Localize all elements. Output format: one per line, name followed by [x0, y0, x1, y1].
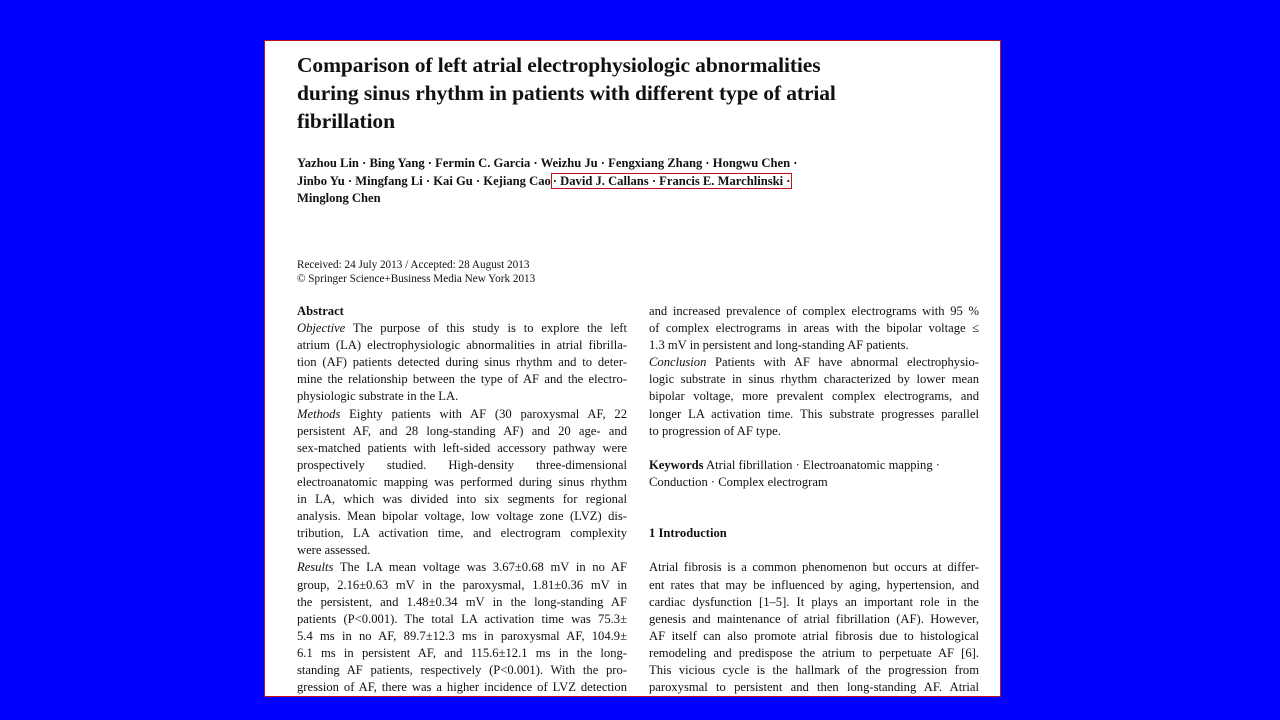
- author-line-1: Yazhou Lin · Bing Yang · Fermin C. Garcia · Weizhu Ju · Fengxiang Zhang · Hongwu Chen ·: [297, 156, 798, 170]
- spacer: [649, 491, 979, 508]
- spacer: [649, 542, 979, 559]
- text-line: tion (AF) patients detected during sinus rhythm and to deter-: [297, 355, 627, 370]
- abstract-heading: Abstract: [297, 304, 344, 318]
- text-line: Atrial fibrosis is a common phenomenon but occurs at differ-: [649, 560, 979, 575]
- right-column: [649, 303, 979, 696]
- text-line: tribution, LA activation time, and electrogram complexity: [297, 526, 627, 541]
- text-line: sex-matched patients with left-sided accessory pathway were: [297, 440, 627, 455]
- text-line: prospectively studied. High-density three-dimensional: [297, 457, 627, 472]
- author-names: Jinbo Yu · Mingfang Li · Kai Gu · Kejiang Cao: [297, 173, 551, 188]
- methods-line: [297, 406, 627, 423]
- author-line-3: Minglong Chen: [297, 191, 381, 205]
- text-line: electroanatomic mapping was performed during sinus rhythm: [297, 474, 627, 489]
- text-line: to progression of AF type.: [649, 423, 781, 438]
- text-line: group, 2.16±0.63 mV in the paroxysmal, 1.81±0.36 mV in: [297, 577, 627, 592]
- text-line: AF itself can also promote atrial fibrosis due to histological: [649, 628, 979, 643]
- keywords-line-2: Conduction · Complex electrogram: [649, 474, 828, 489]
- text-line: the persistent, and 1.48±0.34 mV in the long-standing AF: [297, 594, 627, 609]
- received-date: Received: 24 July 2013 / Accepted: 28 August 2013: [297, 259, 530, 271]
- objective-label: Objective: [297, 321, 346, 336]
- text-line: standing AF patients, respectively (P<0.001). With the pro-: [297, 662, 627, 677]
- highlighted-authors-box: · David J. Callans · Francis E. Marchlinski ·: [552, 173, 791, 188]
- text-fragment: The purpose of this study is to explore the left: [345, 321, 627, 336]
- title-line: during sinus rhythm in patients with different type of atrial: [297, 81, 836, 105]
- left-column: [297, 303, 627, 696]
- text-line: remodeling and predispose the atrium to perpetuate AF [6].: [649, 645, 979, 660]
- conclusion-label: Conclusion: [649, 355, 707, 370]
- text-fragment: Patients with AF have abnormal electrophysio-: [706, 355, 979, 370]
- results-label: Results: [297, 560, 334, 575]
- spacer: [649, 440, 979, 457]
- text-fragment: Eighty patients with AF (30 paroxysmal AF, 22: [340, 406, 627, 421]
- text-line: patients (P<0.001). The total LA activation time was 75.3±: [297, 611, 627, 626]
- paper-page: [264, 40, 1001, 697]
- text-line: genesis and maintenance of atrial fibrillation (AF). However,: [649, 611, 979, 626]
- methods-label: Methods: [297, 406, 341, 421]
- text-line: cardiac dysfunction [1–5]. It plays an important role in the: [649, 594, 979, 609]
- copyright-notice: © Springer Science+Business Media New York 2013: [297, 273, 536, 285]
- text-fragment: The LA mean voltage was 3.67±0.68 mV in no AF: [333, 560, 627, 575]
- text-line: physiologic substrate in the LA.: [297, 389, 459, 404]
- text-line: in LA, which was divided into six segments for regional: [297, 492, 627, 507]
- text-line: 5.4 ms in no AF, 89.7±12.3 ms in paroxysmal AF, 104.9±: [297, 628, 627, 643]
- paper-title: [297, 51, 957, 135]
- introduction-heading: 1 Introduction: [649, 526, 727, 541]
- publication-info: [297, 258, 535, 286]
- text-line: 6.1 ms in persistent AF, and 115.6±12.1 ms in the long-: [297, 645, 627, 660]
- text-line: 1.3 mV in persistent and long-standing AF patients.: [649, 338, 909, 353]
- text-line: This vicious cycle is the hallmark of the progression from: [649, 662, 979, 677]
- text-line: of complex electrograms in areas with the bipolar voltage ≤: [649, 321, 979, 336]
- text-line: paroxysmal to persistent and then long-standing AF. Atrial: [649, 680, 979, 695]
- text-line: persistent AF, and 28 long-standing AF) and 20 age- and: [297, 423, 627, 438]
- objective-line: [297, 320, 627, 337]
- author-line-2: [297, 173, 937, 191]
- text-line: and increased prevalence of complex electrograms with 95 %: [649, 304, 979, 318]
- keywords-line: [649, 457, 979, 474]
- text-line: bipolar voltage, more prevalent complex electrograms, and: [649, 389, 979, 404]
- spacer: [649, 508, 979, 525]
- keywords-label: Keywords: [649, 457, 704, 472]
- text-line: analysis. Mean bipolar voltage, low voltage zone (LVZ) dis-: [297, 509, 627, 524]
- conclusion-line: [649, 354, 979, 371]
- title-line: fibrillation: [297, 109, 395, 133]
- text-line: gression of AF, there was a higher incidence of LVZ detection: [297, 680, 627, 695]
- text-line: were assessed.: [297, 543, 371, 558]
- text-line: mine the relationship between the type of AF and the electro-: [297, 372, 627, 387]
- title-line: Comparison of left atrial electrophysiologic abnormalities: [297, 53, 821, 77]
- text-line: atrium (LA) electrophysiologic abnormalities in atrial fibrilla-: [297, 338, 627, 353]
- author-list: [297, 155, 937, 208]
- text-line: logic substrate in sinus rhythm characterized by lower mean: [649, 372, 979, 387]
- text-fragment: Atrial fibrillation · Electroanatomic mapping ·: [703, 457, 940, 472]
- text-line: longer LA activation time. This substrate progresses parallel: [649, 406, 979, 421]
- results-line: [297, 559, 627, 576]
- text-line: ent rates that may be influenced by aging, hypertension, and: [649, 577, 979, 592]
